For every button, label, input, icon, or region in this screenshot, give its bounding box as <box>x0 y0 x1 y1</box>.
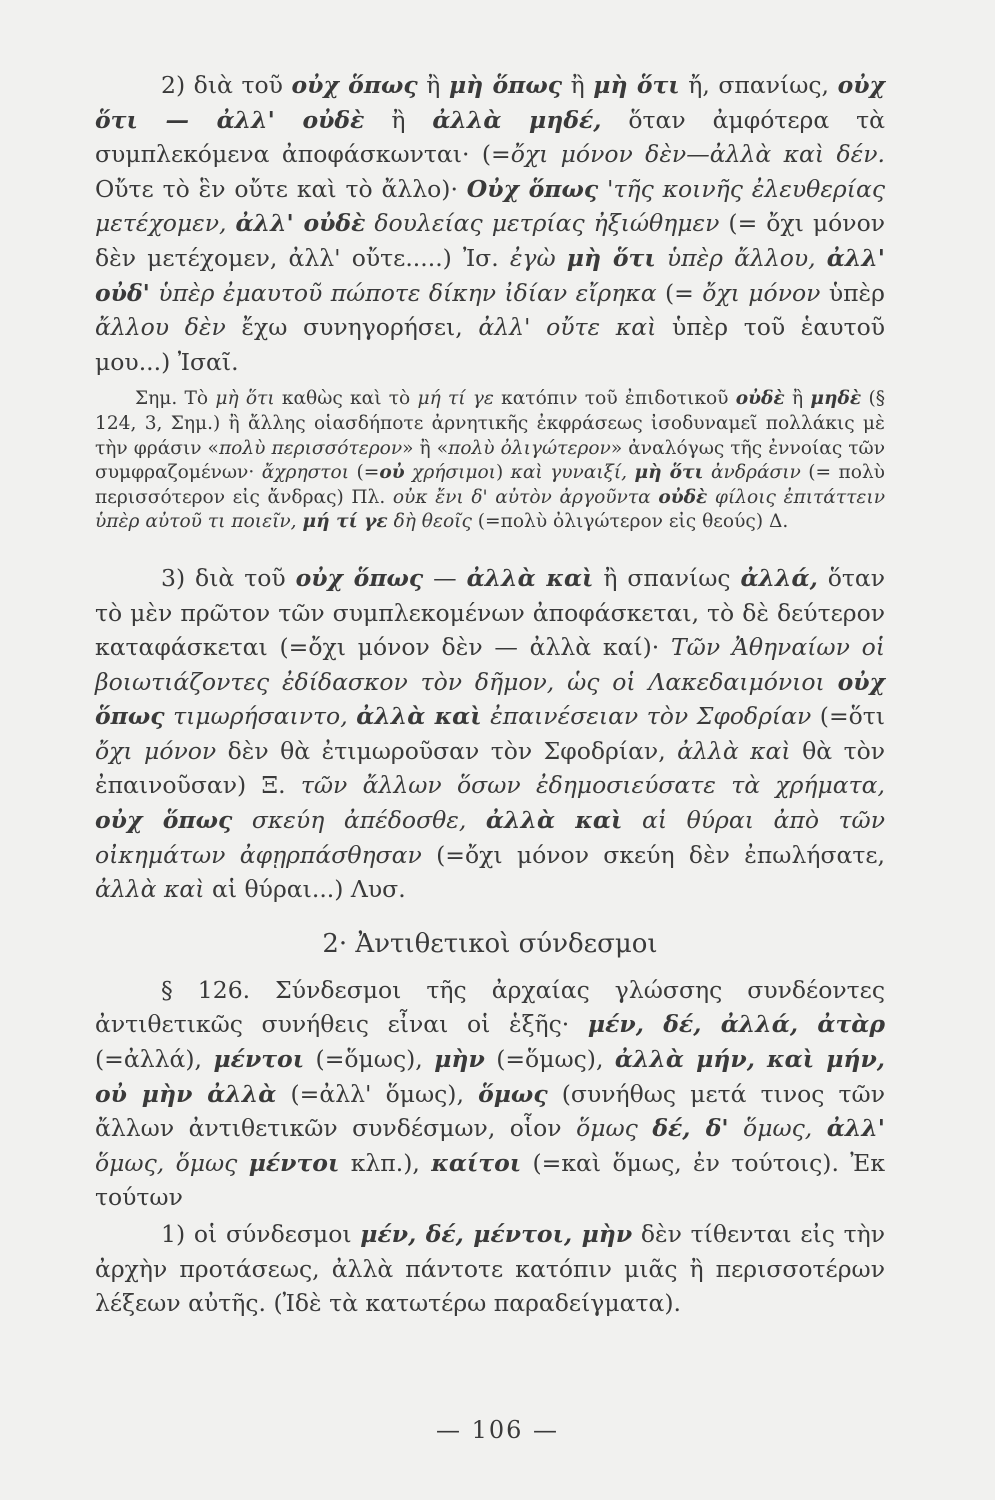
text: (συνήθως μετά τινος τῶν ἄλλων ἀντιθετικῶν συνδέσμων, οἷον <box>95 1079 885 1143</box>
text: (§ 124, 3, Σημ.) ἢ ἄλλης οἱασδήποτε ἀρνητικῆς ἐκφράσεως ἰσοδυναμεῖ πολλάκις μὲ τὴν φράσιν « <box>95 388 885 459</box>
emphasis: οὐχ ὅπως <box>95 667 885 731</box>
italic-text: ἀνδράσιν <box>703 462 801 484</box>
text: ἢ σπανίως <box>593 563 741 592</box>
text: (= ὄχι μόνον δὲν μετέχομεν, ἀλλ' οὔτε.....) Ἰσ. <box>95 209 886 272</box>
emphasis: οὐχ ὅπως <box>95 806 233 835</box>
text: — <box>423 563 467 592</box>
text: Οὔτε τὸ ἓν οὔτε καὶ τὸ ἄλλο)· <box>95 174 467 203</box>
text: ) <box>495 462 511 484</box>
italic-text: οὐκ ἔνι δ' αὐτὸν ἀργοῦντα <box>392 486 659 508</box>
italic-text: μὴ ὅτι <box>215 388 275 410</box>
italic-text: ὄχι μόνον <box>702 278 821 307</box>
text: 2) διὰ τοῦ <box>161 71 292 99</box>
emphasis: ἀλλ' οὐδὲ <box>235 209 366 238</box>
text: καθὼς καὶ τὸ <box>274 388 418 410</box>
italic-text: πολὺ ὀλιγώτερον <box>448 437 611 459</box>
italic-text: ὄχι μόνον <box>95 736 217 765</box>
text: 1) οἱ σύνδεσμοι <box>161 1220 361 1248</box>
text: ὅταν τὸ μὲν πρῶτον τῶν συμπλεκομένων ἀποφάσκεται, τὸ δὲ δεύτερον καταφάσκεται (=ὄχι μόνον δὲν — ἀλλὰ καί)· <box>95 563 886 662</box>
italic-text: Τῶν Ἀθηναίων οἱ βοιωτιάζοντες ἐδίδασκον τὸν δῆμον, ὡς οἱ Λακεδαιμόνιοι <box>95 633 885 696</box>
emphasis: οὐδὲ <box>658 486 708 508</box>
text: (=ὅμως), <box>304 1045 435 1074</box>
text: ὑπὲρ <box>820 278 885 307</box>
section-126 <box>95 973 885 1215</box>
text: (= <box>656 278 703 307</box>
text: » ἢ « <box>402 437 449 459</box>
emphasis: ἀλλ' <box>826 1114 885 1143</box>
text: αἱ θύραι...) Λυσ. <box>204 875 406 904</box>
italic-text: ἐγὼ <box>509 243 567 272</box>
emphasis: ἀλλὰ καὶ <box>485 806 623 835</box>
emphasis: μή τί γε <box>302 511 388 533</box>
text: κλπ.), <box>339 1148 432 1177</box>
text: ἢ <box>562 71 594 99</box>
text: θὰ τὸν ἐπαινοῦσαν) Ξ. <box>95 736 885 800</box>
emphasis: μέν, δέ, ἀλλά, ἀτὰρ <box>587 1010 885 1039</box>
text: ἢ <box>364 105 433 134</box>
italic-text: τιμωρήσαιντο, <box>164 702 357 731</box>
text: (=πολὺ ὀλιγώτερον εἰς θεούς) Δ. <box>471 511 789 533</box>
italic-text: ὑπὲρ ἄλλου, <box>655 243 827 272</box>
italic-text: ὅμως, ὅμως <box>95 1148 249 1177</box>
text: ὑπὲρ τοῦ ἑαυτοῦ μου...) Ἰσαῖ. <box>95 313 886 376</box>
emphasis: καίτοι <box>431 1148 522 1177</box>
emphasis: οὐχ ὅπως <box>295 563 424 592</box>
emphasis: οὐδὲ <box>735 388 785 410</box>
text: ἢ <box>417 71 449 99</box>
italic-text: 'τῆς κοινῆς ἐλευθερίας μετέχομεν, <box>95 174 885 238</box>
italic-text: χρήσιμοι <box>404 462 496 484</box>
emphasis: ἀλλὰ μήν, καὶ μήν, οὐ μὴν ἀλλὰ <box>95 1045 885 1108</box>
emphasis: μὴ ὅτι <box>593 71 680 99</box>
emphasis: μὴ ὅτι <box>566 243 656 272</box>
italic-text: φίλοις ἐπιτάττειν ὑπὲρ αὐτοῦ τι ποιεῖν, <box>95 486 885 533</box>
text: 3) διὰ τοῦ <box>161 563 296 592</box>
text: » ἀναλόγως τῆς ἐννοίας τῶν συμφραζομένων· <box>95 437 886 484</box>
italic-text: αἱ θύραι ἀπὸ τῶν οἰκημάτων ἀφῃρπάσθησαν <box>95 806 885 869</box>
emphasis: μέντοι <box>248 1148 340 1177</box>
emphasis: μηδὲ <box>810 388 862 410</box>
emphasis: ἀλλὰ μηδέ, <box>432 105 602 134</box>
page-number: — 106 — <box>435 1416 560 1444</box>
emphasis: μὴ ὅπως <box>448 71 563 99</box>
emphasis: μέντοι <box>213 1045 305 1074</box>
text: (= <box>349 462 380 484</box>
text: ἔχω συνηγορήσει, <box>225 313 479 342</box>
text: Σημ. Τὸ <box>135 388 216 410</box>
emphasis: μὴ ὅτι <box>634 462 704 484</box>
section-heading: 2· Ἀντιθετικοὶ σύνδεσμοι <box>322 928 658 959</box>
text: δὲν θὰ ἐτιμωροῦσαν τὸν Σφοδρίαν, <box>216 736 678 765</box>
text: § 126. Σύνδεσμοι τῆς ἀρχαίας γλώσσης συνδέοντες ἀντιθετικῶς συνήθεις εἶναι οἱ ἑξῆς· <box>95 975 885 1039</box>
text: (=ὅμως), <box>484 1045 615 1074</box>
emphasis: ἀλλὰ καὶ <box>466 563 594 592</box>
item-1 <box>95 1217 885 1321</box>
text: ὅταν ἀμφότερα τὰ συμπλεκόμενα ἀποφάσκωνται· (= <box>95 105 885 169</box>
emphasis: Οὐχ ὅπως <box>466 174 599 203</box>
emphasis: ἀλλὰ καὶ <box>356 702 482 731</box>
text: δὲν τίθενται εἰς τὴν ἀρχὴν προτάσεως, ἀλλὰ πάντοτε κατόπιν μιᾶς ἢ περισσοτέρων λέξεων αὐτῆς. (Ἰδὲ τὰ κατωτέρω παραδείγματα). <box>95 1220 885 1318</box>
emphasis: οὐχ ὅπως <box>291 71 418 99</box>
italic-text: ἄλλου δὲν <box>95 313 226 342</box>
italic-text: ὅμως, <box>728 1114 827 1143</box>
italic-text: ἀλλὰ καὶ <box>677 736 791 765</box>
text: κατόπιν τοῦ ἐπιδοτικοῦ <box>493 388 736 410</box>
italic-text: σκεύη ἀπέδοσθε, <box>232 806 486 835</box>
italic-text: ὑπὲρ ἐμαυτοῦ πώποτε δίκην ἰδίαν εἴρηκα <box>149 278 657 307</box>
emphasis: ἀλλά, <box>740 563 818 592</box>
italic-text: καὶ γυναιξί, <box>510 462 635 484</box>
emphasis: μέν, δέ, μέντοι, μὴν <box>360 1220 633 1248</box>
text: (=ὄχι μόνον σκεύη δὲν ἐπωλήσατε, <box>421 840 885 869</box>
text: ἤ, σπανίως, <box>679 71 838 99</box>
italic-text: ἀλλ' οὔτε καὶ <box>478 313 657 342</box>
italic-text: δουλείας μετρίας ἠξιώθημεν <box>365 209 720 238</box>
italic-text: ὄχι μόνον δὲν—ἀλλὰ καὶ δέν. <box>510 140 886 169</box>
paragraph-3 <box>95 561 885 907</box>
text: (=καὶ ὅμως, ἐν τούτοις). Ἐκ τούτων <box>95 1148 886 1212</box>
italic-text: ἐπαινέσειαν τὸν Σφοδρίαν <box>481 702 812 731</box>
italic-text: ἄχρηστοι <box>261 462 350 484</box>
text: (= πολὺ περισσότερον εἰς ἄνδρας) Πλ. <box>95 462 885 508</box>
text: (=ὅτι <box>811 702 886 731</box>
italic-text: πολὺ περισσότερον <box>218 437 403 459</box>
italic-text: δὴ θεοῖς <box>387 511 472 533</box>
text: (=ἀλλ' ὅμως), <box>276 1079 479 1108</box>
emphasis: δέ, δ' <box>652 1114 729 1143</box>
paragraph-2 <box>95 68 885 379</box>
emphasis: οὐχ ὅτι — ἀλλ' οὐδὲ <box>95 71 885 134</box>
italic-text: τῶν ἄλλων ὅσων ἐδημοσιεύσατε τὰ χρήματα, <box>300 771 885 800</box>
text: (=ἀλλά), <box>95 1045 214 1074</box>
text: ἢ <box>784 388 811 410</box>
italic-text: ὅμως <box>576 1114 653 1143</box>
italic-text: ἀλλὰ καὶ <box>95 875 205 904</box>
emphasis: ἀλλ' οὐδ' <box>95 243 885 307</box>
emphasis: ὅμως <box>478 1079 548 1108</box>
emphasis: οὐ <box>379 462 405 484</box>
footnote-remark <box>95 387 885 535</box>
italic-text: μή τί γε <box>417 388 494 410</box>
emphasis: μὴν <box>434 1045 485 1074</box>
